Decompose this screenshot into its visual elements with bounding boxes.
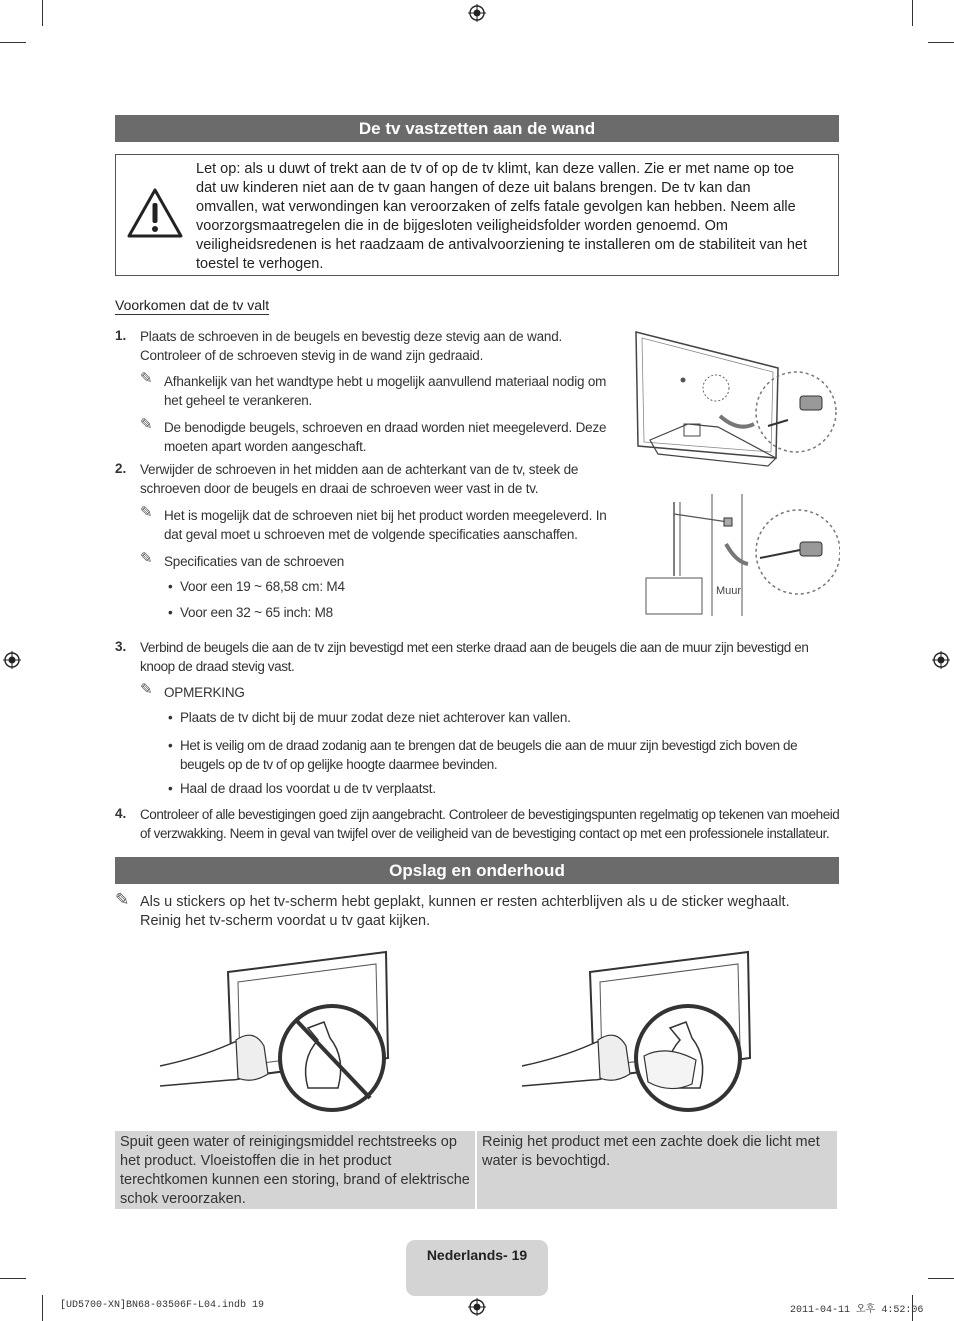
note-text: Afhankelijk van het wandtype hebt u mogelijk aanvullend materiaal nodig om het geheel te verankeren. <box>164 374 607 408</box>
list-item: • Plaats de tv dicht bij de muur zodat deze niet achterover kan vallen. <box>168 710 571 725</box>
step-text: Plaats de schroeven in de beugels en bevestig deze stevig aan de wand. Controleer of de schroeven stevig in de wand zijn gedraaid. <box>140 329 563 363</box>
step-number: 2. <box>115 461 127 476</box>
list-item: • Voor een 32 ~ 65 inch: M8 <box>168 605 333 620</box>
registration-mark-icon <box>932 651 950 669</box>
crop-mark <box>42 0 43 26</box>
pencil-icon: ✎ <box>140 550 153 567</box>
list-item: • Haal de draad los voordat u de tv verplaatst. <box>168 781 436 796</box>
tv-bracket-illustration <box>628 328 840 470</box>
subheading-prevent-falling: Voorkomen dat de tv valt <box>115 297 270 313</box>
pencil-icon: ✎ <box>140 370 153 387</box>
remark-label: OPMERKING <box>164 685 245 700</box>
registration-mark-icon <box>3 651 21 669</box>
footer-file-info: [UD5700-XN]BN68-03506F-L04.indb 19 <box>60 1300 265 1311</box>
section-header-storage: Opslag en onderhoud <box>115 857 839 884</box>
warning-triangle-icon <box>126 187 184 239</box>
note-text: De benodigde beugels, schroeven en draad worden niet meegeleverd. Deze moeten apart worden aangeschaft. <box>164 420 607 454</box>
section-header-wall-mount: De tv vastzetten aan de wand <box>115 115 839 142</box>
caption-soft-cloth: Reinig het product met een zachte doek die licht met water is bevochtigd. <box>477 1131 837 1209</box>
step-text: Verbind de beugels die aan de tv zijn bevestigd met een sterke draad aan de beugels die aan de muur zijn bevestigd en knoop de draad stevig vast. <box>140 640 809 674</box>
page-number: Nederlands- 19 <box>406 1240 548 1296</box>
crop-mark <box>0 1278 26 1279</box>
registration-mark-icon <box>468 1298 486 1316</box>
wall-illustration <box>640 494 840 616</box>
list-item: • Het is veilig om de draad zodanig aan te brengen dat de beugels die aan de muur zijn bevestigd zich boven de beugels op de tv of op gelijke hoogte daarmee bevinden. <box>168 738 798 772</box>
crop-mark <box>928 1278 954 1279</box>
pencil-icon: ✎ <box>140 504 153 521</box>
step-text: Controleer of alle bevestigingen goed zijn aangebracht. Controleer de bevestigingspunten regelmatig op tekenen van moeheid of verzwakking. Neem in geval van twijfel over de veiligheid van de bevestiging contact op met een professionele installateur. <box>140 807 840 841</box>
warning-body: : als u duwt of trekt aan de tv of op de tv klimt, kan deze vallen. Zie er met name op toe dat uw kinderen niet aan de tv gaan hangen of deze uit balans brengen. De tv kan dan omvallen, wat verwondingen kan veroorzaken of zelfs fatale gevolgen kan hebben. Neem alle voorzorgsmaatregelen die in de bijgesloten veiligheidsfolder worden genoemd. Om veiligheidsredenen is het raadzaam de antivalvoorziening te installeren om de stabiliteit van het toestel te verhogen. <box>196 161 807 272</box>
list-item: • Voor een 19 ~ 68,58 cm: M4 <box>168 579 345 594</box>
pencil-icon: ✎ <box>140 416 153 433</box>
pencil-icon: ✎ <box>115 890 130 909</box>
sticker-note: Als u stickers op het tv-scherm hebt geplakt, kunnen er resten achterblijven als u de sticker weghaalt. Reinig het tv-scherm voordat u tv gaat kijken. <box>140 894 790 929</box>
no-spray-illustration <box>158 948 398 1114</box>
footer-timestamp: 2011-04-11 오후 4:52:06 <box>790 1305 924 1316</box>
crop-mark <box>42 1295 43 1321</box>
pencil-icon: ✎ <box>140 681 153 698</box>
warning-label: Let op <box>196 161 237 177</box>
note-text: Specificaties van de schroeven <box>164 554 345 569</box>
warning-box <box>115 154 839 276</box>
wall-label: Muur <box>716 585 742 597</box>
crop-mark <box>0 42 26 43</box>
registration-mark-icon <box>468 4 486 22</box>
caption-no-spray: Spuit geen water of reinigingsmiddel rechtstreeks op het product. Vloeistoffen die in het product terechtkomen kunnen een storing, brand of elektrische schok veroorzaken. <box>115 1131 475 1209</box>
soft-cloth-illustration <box>520 948 760 1114</box>
step-number: 1. <box>115 328 127 343</box>
step-number: 3. <box>115 639 127 654</box>
note-text: Het is mogelijk dat de schroeven niet bij het product worden meegeleverd. In dat geval moet u schroeven met de volgende specificaties aanschaffen. <box>164 508 607 542</box>
warning-text <box>196 160 816 274</box>
step-number: 4. <box>115 806 127 821</box>
crop-mark <box>912 0 913 26</box>
step-text: Verwijder de schroeven in het midden aan de achterkant van de tv, steek de schroeven door de beugels en draai de schroeven weer vast in de tv. <box>140 462 579 496</box>
crop-mark <box>928 42 954 43</box>
